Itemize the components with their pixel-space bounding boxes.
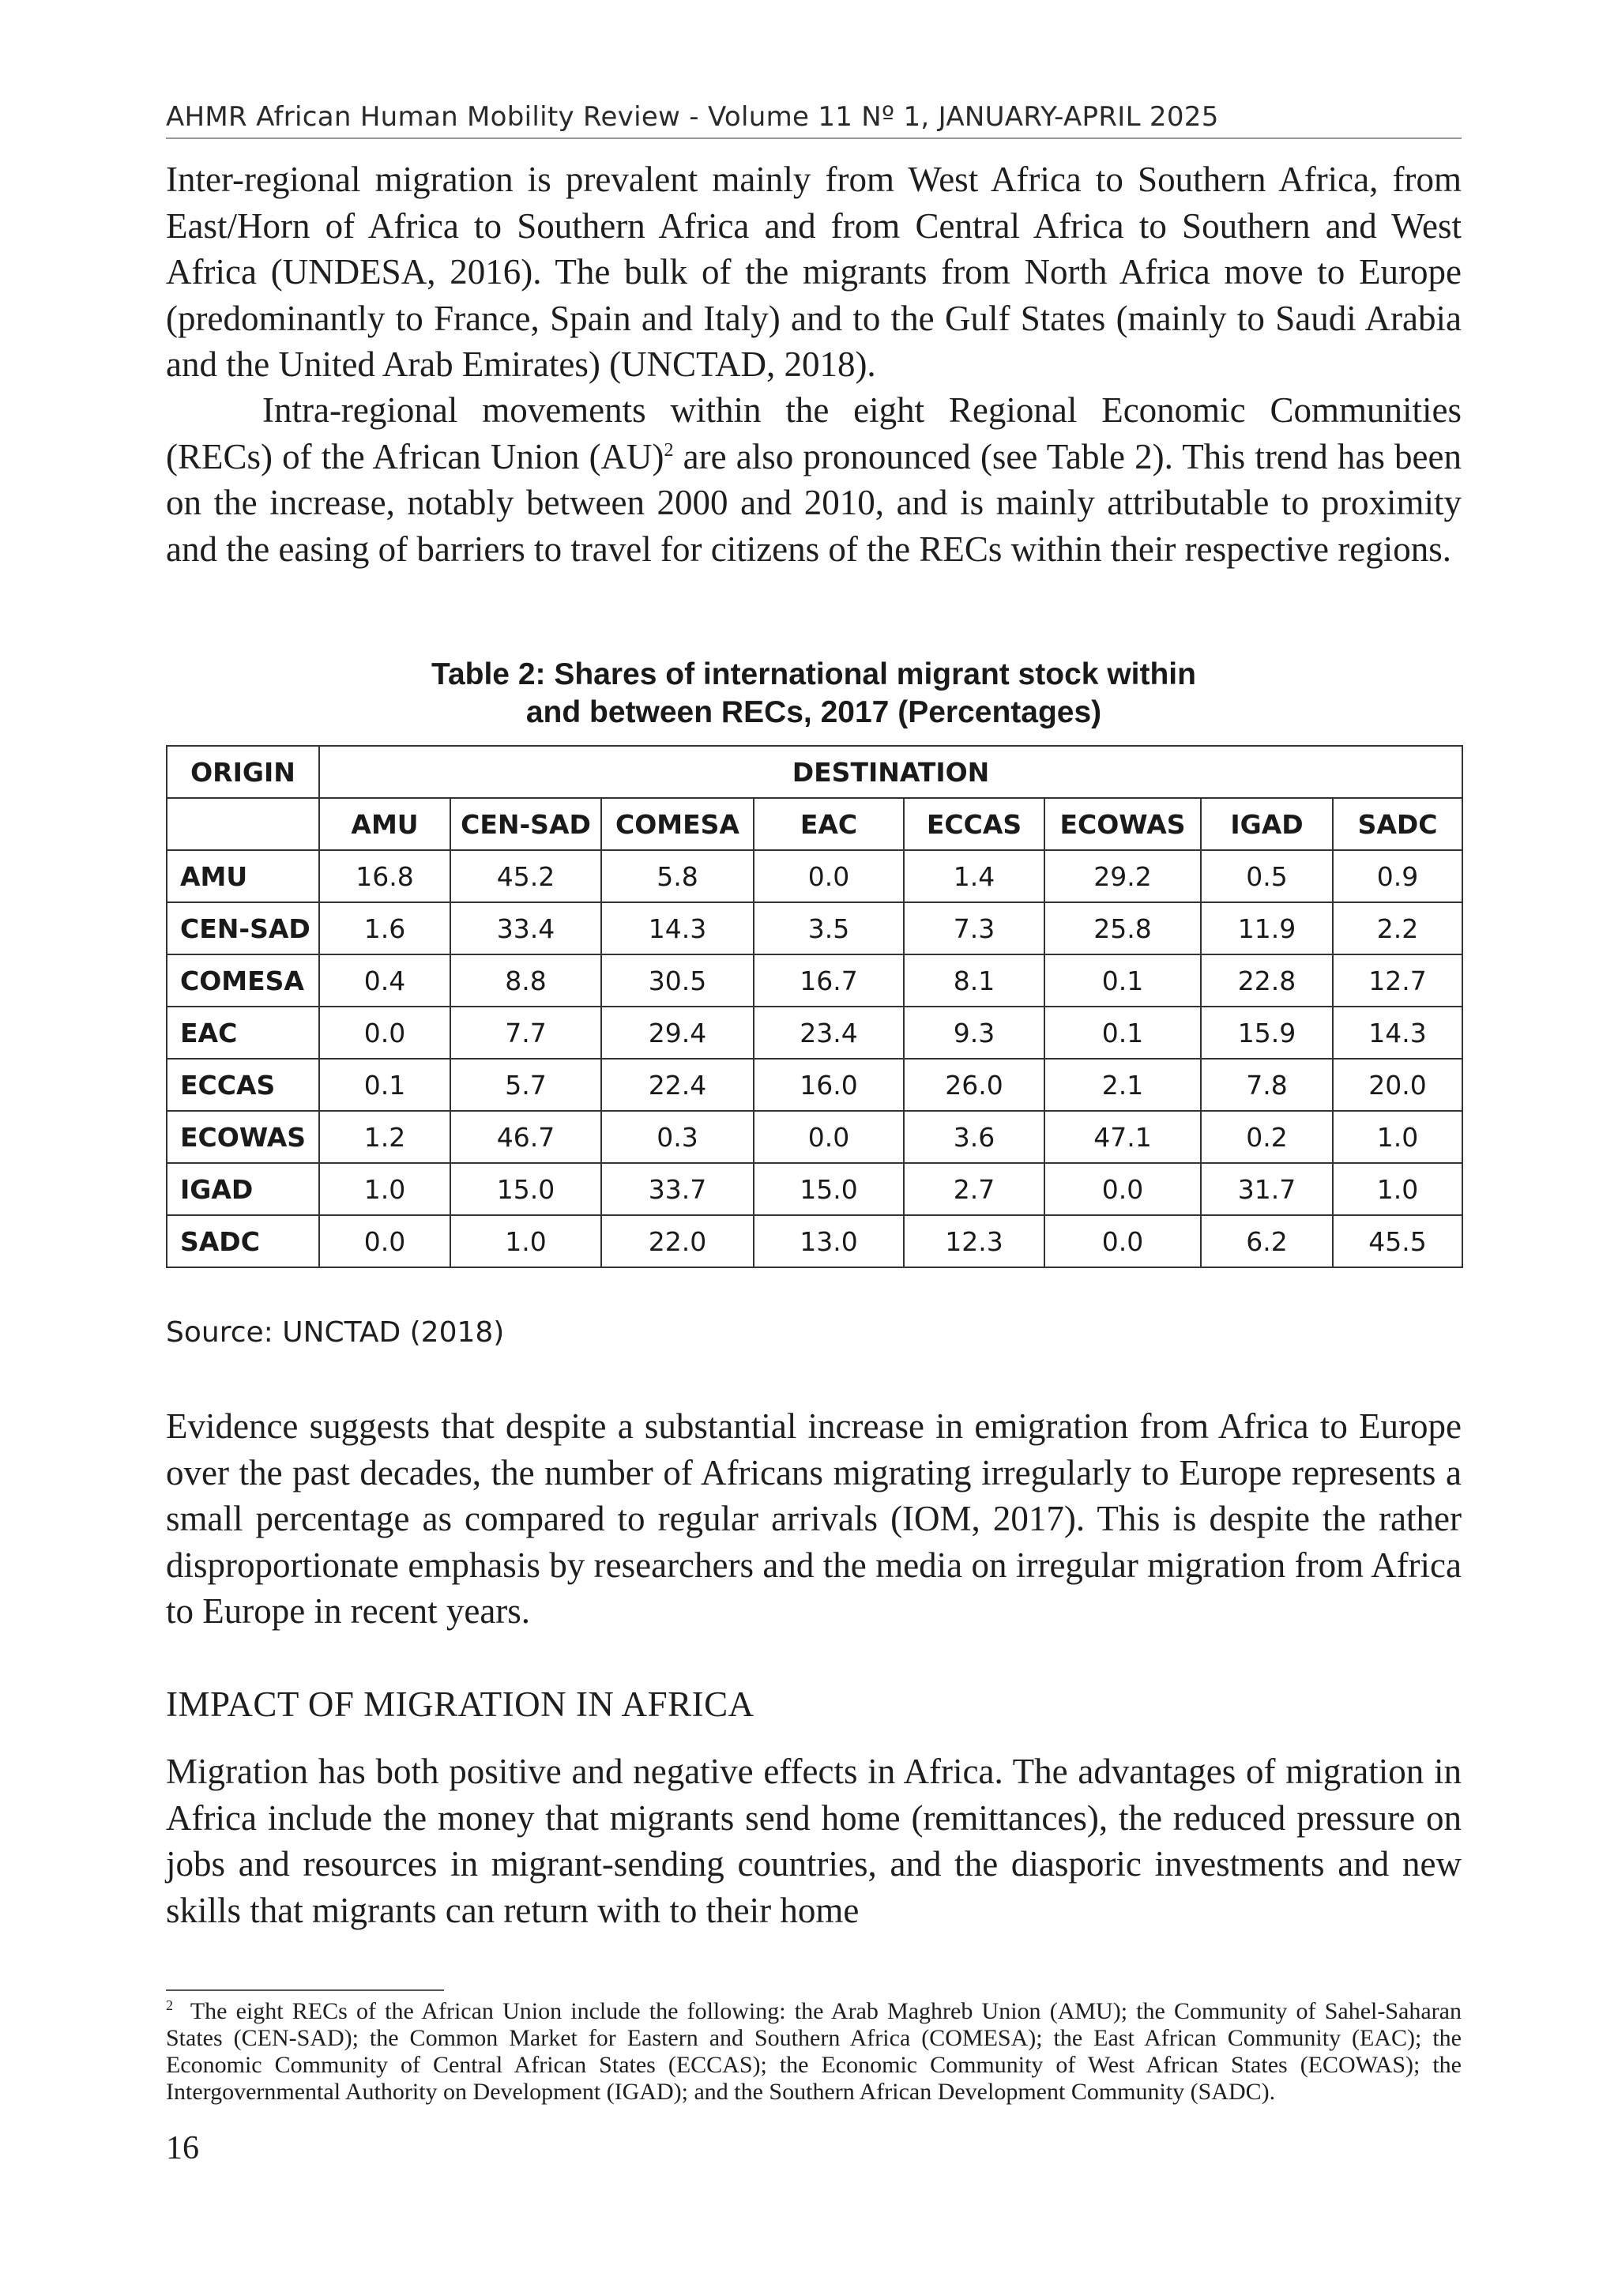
table-cell: 1.6 xyxy=(319,902,450,954)
footnote-divider xyxy=(166,1989,444,1991)
table-cell: 22.8 xyxy=(1201,954,1333,1007)
row-origin-label: IGAD xyxy=(167,1163,319,1215)
table-cell: 16.8 xyxy=(319,850,450,902)
footnote-text: The eight RECs of the African Union include the following: the Arab Maghreb Union (AMU); the Community of Sahel-Saharan States (CEN-SAD); the Common Market for Eastern and Southern Africa (COMESA); the East African Community (EAC); the Economic Community of Central African States (ECCAS); the Economic Community of West African States (ECOWAS); the Intergovernmental Authority on Development (IGAD); and the Southern African Development Community (SADC). xyxy=(166,1998,1462,2105)
table-cell: 45.2 xyxy=(450,850,601,902)
table-row xyxy=(167,1215,1462,1267)
table-cell: 23.4 xyxy=(754,1007,904,1059)
table-title-line: Table 2: Shares of international migrant stock within xyxy=(431,657,1196,691)
table-row xyxy=(167,850,1462,902)
table-cell: 0.5 xyxy=(1201,850,1333,902)
destination-header: DESTINATION xyxy=(319,746,1462,798)
table-cell: 0.4 xyxy=(319,954,450,1007)
row-origin-label: ECCAS xyxy=(167,1059,319,1111)
table-cell: 13.0 xyxy=(754,1215,904,1267)
table-cell: 45.5 xyxy=(1333,1215,1462,1267)
table-cell: 46.7 xyxy=(450,1111,601,1163)
section-heading: IMPACT OF MIGRATION IN AFRICA xyxy=(166,1684,754,1724)
table-cell: 15.0 xyxy=(754,1163,904,1215)
table-cell: 0.0 xyxy=(1044,1215,1201,1267)
table-cell: 9.3 xyxy=(904,1007,1044,1059)
table-cell: 1.4 xyxy=(904,850,1044,902)
table-cell: 8.1 xyxy=(904,954,1044,1007)
table-cell: 20.0 xyxy=(1333,1059,1462,1111)
table-cell: 31.7 xyxy=(1201,1163,1333,1215)
table-title-line: and between RECs, 2017 (Percentages) xyxy=(525,695,1102,729)
table-cell: 0.1 xyxy=(319,1059,450,1111)
column-header-cen-sad: CEN-SAD xyxy=(450,798,601,850)
row-origin-label: EAC xyxy=(167,1007,319,1059)
table-header-row xyxy=(167,746,1462,798)
column-header-igad: IGAD xyxy=(1201,798,1333,850)
column-header-row xyxy=(167,798,1462,850)
table-row xyxy=(167,1163,1462,1215)
table-cell: 3.5 xyxy=(754,902,904,954)
table-cell: 22.0 xyxy=(601,1215,754,1267)
table-cell: 33.4 xyxy=(450,902,601,954)
table-title xyxy=(166,656,1462,732)
table-cell: 25.8 xyxy=(1044,902,1201,954)
paragraph-evidence: Evidence suggests that despite a substantial increase in emigration from Africa to Europe over the past decades, the number of Africans migrating irregularly to Europe represents a small percentage as compared to regular arrivals (IOM, 2017). This is despite the rather disproportionate emphasis by researchers and the media on irregular migration from Africa to Europe in recent years. xyxy=(166,1406,1462,1631)
migrant-stock-table xyxy=(166,745,1463,1268)
table-cell: 7.3 xyxy=(904,902,1044,954)
paragraph-intra-regional xyxy=(166,387,1462,572)
paragraph-text: Intra-regional movements within the eight Regional Economic Communities (RECs) of the African Union (AU) xyxy=(166,390,1462,476)
paragraph-migration-effects: Migration has both positive and negative effects in Africa. The advantages of migration in Africa include the money that migrants send home (remittances), the reduced pressure on jobs and resources in migrant-sending countries, and the diasporic investments and new skills that migrants can return with to their home xyxy=(166,1752,1462,1930)
column-header-comesa: COMESA xyxy=(601,798,754,850)
row-origin-label: COMESA xyxy=(167,954,319,1007)
table-cell: 0.3 xyxy=(601,1111,754,1163)
empty-corner-cell xyxy=(167,798,319,850)
table-cell: 3.6 xyxy=(904,1111,1044,1163)
table-cell: 1.0 xyxy=(1333,1163,1462,1215)
table-cell: 29.2 xyxy=(1044,850,1201,902)
table-cell: 16.7 xyxy=(754,954,904,1007)
table-source: Source: UNCTAD (2018) xyxy=(166,1316,505,1349)
table-cell: 0.1 xyxy=(1044,954,1201,1007)
row-origin-label: SADC xyxy=(167,1215,319,1267)
footnote xyxy=(166,1998,1462,2106)
column-header-sadc: SADC xyxy=(1333,798,1462,850)
table-cell: 12.3 xyxy=(904,1215,1044,1267)
table-cell: 14.3 xyxy=(1333,1007,1462,1059)
table-cell: 0.0 xyxy=(319,1007,450,1059)
table-cell: 15.0 xyxy=(450,1163,601,1215)
table-cell: 0.9 xyxy=(1333,850,1462,902)
column-header-amu: AMU xyxy=(319,798,450,850)
running-header: AHMR African Human Mobility Review - Volume 11 Nº 1, JANUARY-APRIL 2025 xyxy=(166,100,1462,139)
origin-header: ORIGIN xyxy=(167,746,319,798)
table-cell: 12.7 xyxy=(1333,954,1462,1007)
table-body xyxy=(167,850,1462,1267)
table-cell: 30.5 xyxy=(601,954,754,1007)
table-cell: 11.9 xyxy=(1201,902,1333,954)
column-header-ecowas: ECOWAS xyxy=(1044,798,1201,850)
table-cell: 0.1 xyxy=(1044,1007,1201,1059)
table-cell: 1.0 xyxy=(1333,1111,1462,1163)
paragraph-inter-regional: Inter-regional migration is prevalent mainly from West Africa to Southern Africa, from East/Horn of Africa to Southern Africa and from Central Africa to Southern and West Africa (UNDESA, 2016). The bulk of the migrants from North Africa move to Europe (predominantly to France, Spain and Italy) and to the Gulf States (mainly to Saudi Arabia and the United Arab Emirates) (UNCTAD, 2018). xyxy=(166,160,1462,384)
table-row xyxy=(167,954,1462,1007)
table-cell: 15.9 xyxy=(1201,1007,1333,1059)
table-cell: 6.2 xyxy=(1201,1215,1333,1267)
table-cell: 14.3 xyxy=(601,902,754,954)
table-cell: 5.7 xyxy=(450,1059,601,1111)
table-cell: 0.0 xyxy=(754,1111,904,1163)
column-header-eac: EAC xyxy=(754,798,904,850)
footnote-marker: 2 xyxy=(166,1997,173,2013)
table-cell: 2.2 xyxy=(1333,902,1462,954)
page-number: 16 xyxy=(166,2130,199,2166)
row-origin-label: AMU xyxy=(167,850,319,902)
table-cell: 47.1 xyxy=(1044,1111,1201,1163)
table-row xyxy=(167,1007,1462,1059)
table-cell: 8.8 xyxy=(450,954,601,1007)
table-cell: 0.2 xyxy=(1201,1111,1333,1163)
table-cell: 0.0 xyxy=(319,1215,450,1267)
table-cell: 26.0 xyxy=(904,1059,1044,1111)
row-origin-label: CEN-SAD xyxy=(167,902,319,954)
table-cell: 5.8 xyxy=(601,850,754,902)
table-cell: 1.0 xyxy=(319,1163,450,1215)
table-cell: 0.0 xyxy=(1044,1163,1201,1215)
paragraph-text: are also pronounced (see Table 2). This trend has been on the increase, notably between 2000 and 2010, and is mainly attributable to proximity and the easing of barriers to travel for citizens of the RECs within their respective regions. xyxy=(166,436,1462,569)
table-cell: 7.8 xyxy=(1201,1059,1333,1111)
column-header-eccas: ECCAS xyxy=(904,798,1044,850)
table-cell: 2.1 xyxy=(1044,1059,1201,1111)
table-cell: 1.2 xyxy=(319,1111,450,1163)
table-cell: 29.4 xyxy=(601,1007,754,1059)
table-row xyxy=(167,902,1462,954)
footnote-reference[interactable]: 2 xyxy=(664,439,674,461)
row-origin-label: ECOWAS xyxy=(167,1111,319,1163)
table-row xyxy=(167,1111,1462,1163)
table-cell: 33.7 xyxy=(601,1163,754,1215)
table-cell: 22.4 xyxy=(601,1059,754,1111)
table-cell: 0.0 xyxy=(754,850,904,902)
table-row xyxy=(167,1059,1462,1111)
table-cell: 1.0 xyxy=(450,1215,601,1267)
table-cell: 16.0 xyxy=(754,1059,904,1111)
table-cell: 2.7 xyxy=(904,1163,1044,1215)
table-cell: 7.7 xyxy=(450,1007,601,1059)
